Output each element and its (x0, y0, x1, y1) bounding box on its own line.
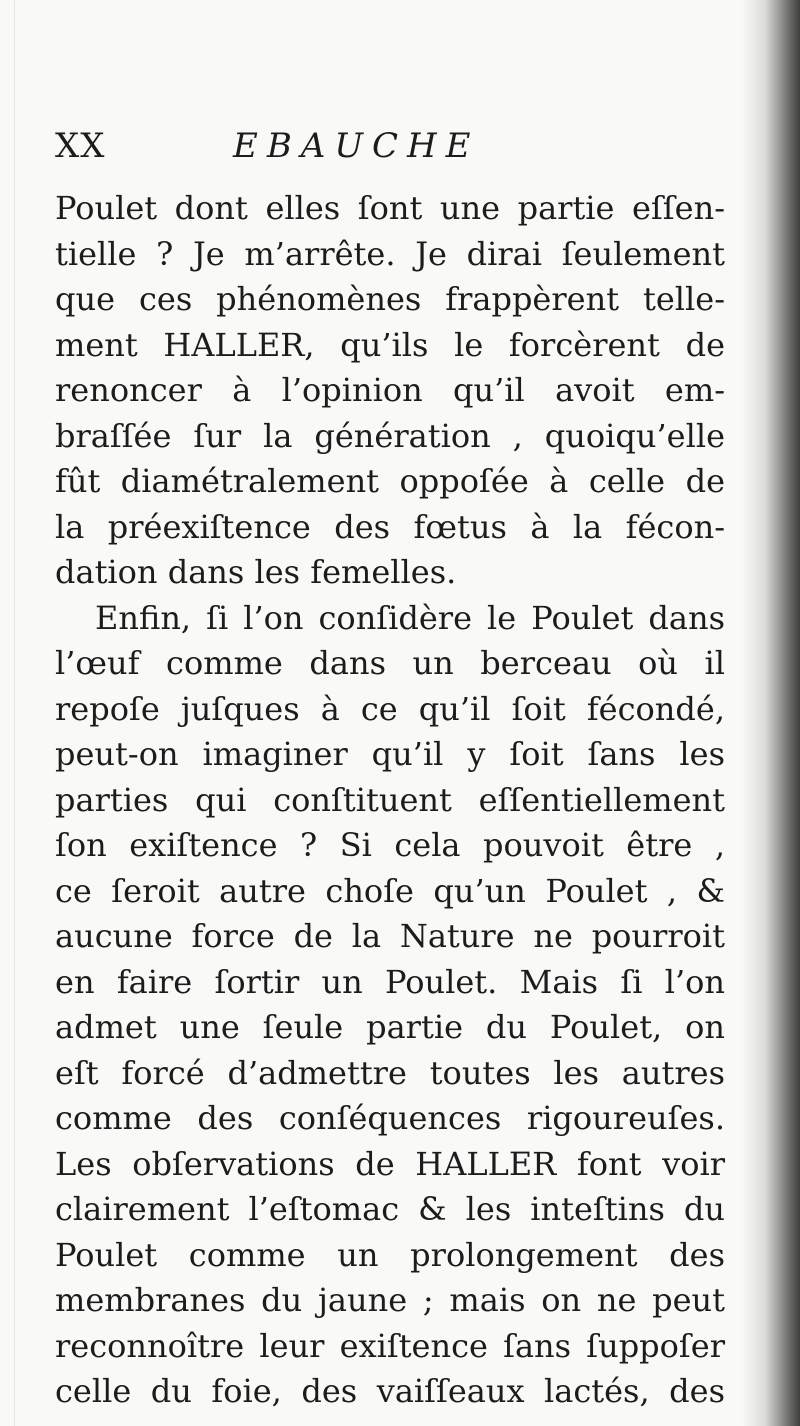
text-line: que ces phénomènes frappèrent telle- (55, 280, 725, 318)
text-line: fût diamétralement oppoſée à celle de (55, 462, 725, 500)
text-line: aucune force de la Nature ne pourroit (55, 917, 725, 955)
text-line: Enfin, ſi l’on conſidère le Poulet dans (95, 598, 725, 637)
text-line: tielle ? Je m’arrête. Je dirai ſeulement (55, 234, 725, 273)
text-line: Poulet comme un prolongement des (55, 1235, 725, 1274)
page-edge-line (14, 0, 15, 1426)
text-line: comme des conſéquences rigoureuſes. (55, 1099, 725, 1137)
text-line: la préexiſtence des fœtus à la fécon- (55, 507, 725, 546)
text-line: clairement l’eſtomac & les inteſtins du (55, 1190, 725, 1228)
text-line: Les obſervations de HALLER font voir (55, 1144, 725, 1183)
text-line: admet une ſeule partie du Poulet, on (55, 1008, 725, 1046)
running-head (55, 126, 655, 170)
text-line: dation dans les femelles. (55, 553, 457, 591)
text-line: ce ſeroit autre choſe qu’un Poulet , & (55, 871, 725, 910)
text-line: eſt forcé d’admettre toutes les autres (55, 1053, 725, 1092)
page-number: XX (55, 126, 106, 166)
text-line: ſon exiſtence ? Si cela pouvoit être , (55, 826, 725, 864)
text-line: membranes du jaune ; mais on ne peut (55, 1281, 725, 1319)
text-line: reconnoître leur exiſtence ſans ſuppoſer (55, 1326, 725, 1365)
text-line: celle du foie, des vaiſſeaux lactés, des (55, 1372, 725, 1410)
text-line: parties qui conſtituent eſſentiellement (55, 780, 725, 819)
text-line: ment HALLER, qu’ils le forcèrent de (55, 325, 725, 364)
running-title: EBAUCHE (233, 126, 480, 166)
text-line: en faire ſortir un Poulet. Mais ſi l’on (55, 962, 725, 1001)
text-line: Poulet dont elles ſont une partie eſſen- (55, 189, 725, 227)
text-line: l’œuf comme dans un berceau où il (55, 644, 725, 682)
page-fold-shadow (742, 0, 800, 1426)
text-line: renoncer à l’opinion qu’il avoit em- (55, 371, 725, 409)
text-line: peut-on imaginer qu’il y ſoit ſans les (55, 735, 725, 773)
body-text (55, 186, 725, 1415)
text-line: braſſée ſur la génération , quoiqu’elle (55, 416, 725, 455)
text-line: repoſe juſques à ce qu’il ſoit fécondé, (55, 689, 725, 728)
